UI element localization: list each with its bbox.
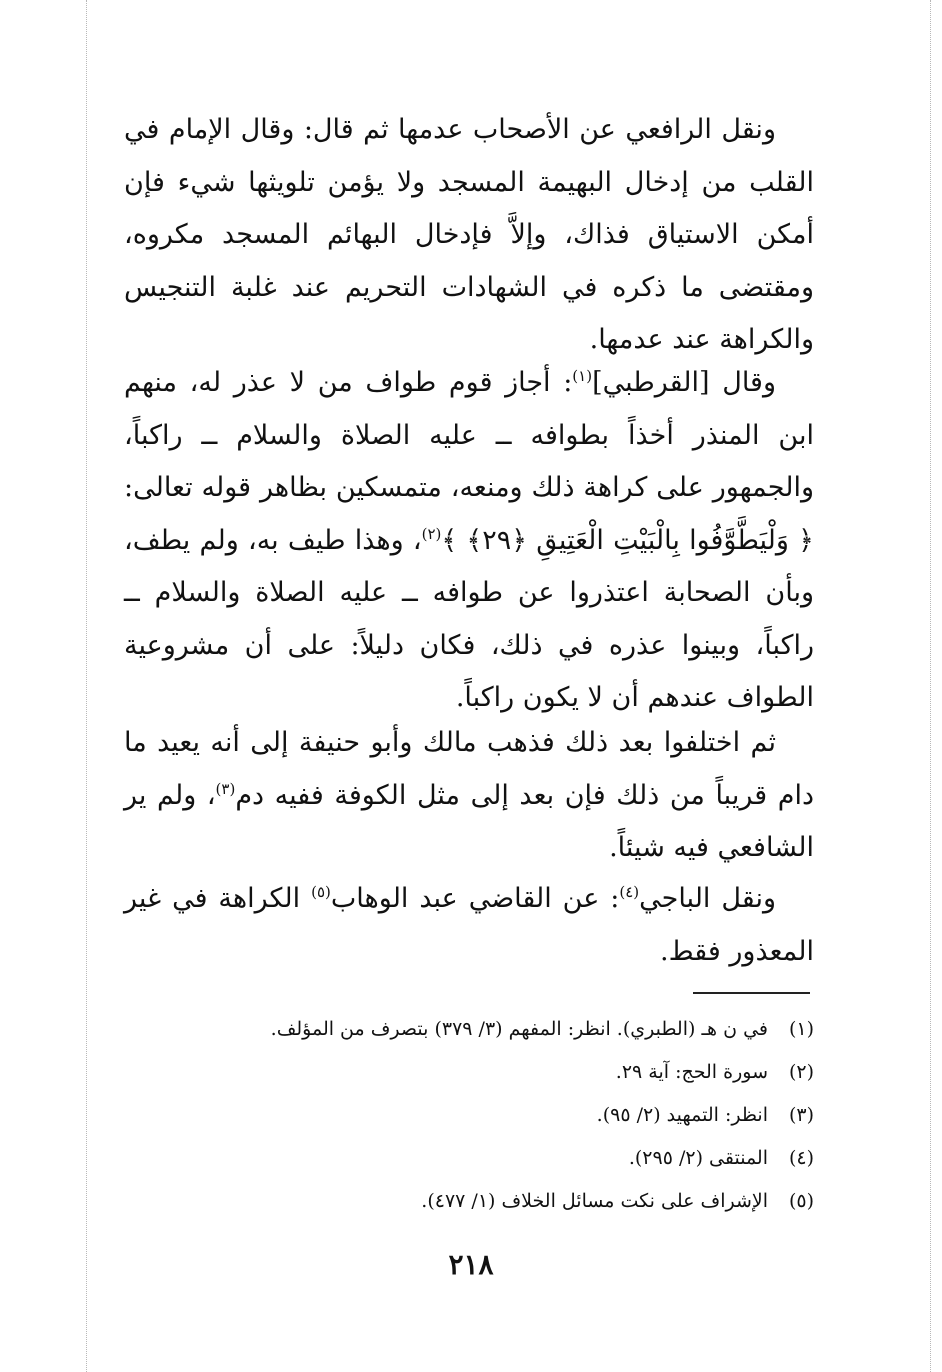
footnote-item — [160, 1008, 814, 1051]
footnote-number: (٢) — [788, 1061, 814, 1083]
paragraph-text: : عن القاضي عبد الوهاب — [330, 883, 620, 914]
footnote-item — [160, 1180, 814, 1223]
footnote-number: (٥) — [788, 1190, 814, 1212]
paragraph-text: ، ولم ير الشافعي فيه شيئاً. — [124, 779, 814, 863]
paragraph-rafii — [124, 104, 814, 367]
paragraph-qurtubi — [124, 357, 814, 725]
footnote-text: الإشراف على نكت مسائل الخلاف (١/ ٤٧٧). — [421, 1190, 768, 1212]
footnote-text: انظر: التمهيد (٢/ ٩٥). — [596, 1104, 768, 1126]
footnote-ref[interactable]: (٥) — [311, 883, 331, 901]
footnote-text: في ن هـ (الطبري). انظر: المفهم (٣/ ٣٧٩) بتصرف من المؤلف. — [270, 1018, 768, 1040]
scan-edge-left — [86, 0, 87, 1372]
footnote-text: المنتقى (٢/ ٢٩٥). — [628, 1147, 768, 1169]
paragraph-text: ونقل الرافعي عن الأصحاب عدمها ثم قال: وقال الإمام في القلب من إدخال البهيمة المسجد ولا يؤمن تلويثها شيء فإن أمكن الاستياق فذاك، وإلاَّ فإدخال البهائم المسجد مكروه، ومقتضى ما ذكره في الشهادات التحريم عند غلبة التنجيس والكراهة عند عدمها. — [124, 114, 814, 355]
footnote-item — [160, 1094, 814, 1137]
footnote-text: سورة الحج: آية ٢٩. — [615, 1061, 768, 1083]
scan-edge-right — [930, 0, 931, 1372]
footnotes-list — [160, 1008, 814, 1223]
footnote-item — [160, 1051, 814, 1094]
footnote-separator — [693, 992, 810, 994]
footnote-ref[interactable]: (٢) — [421, 524, 442, 543]
footnote-number: (٣) — [788, 1104, 814, 1126]
paragraph-text: ، وهذا طيف به، ولم يطف، وبأن الصحابة اعتذروا عن طوافه ــ عليه الصلاة والسلام ــ راكباً، وبينوا عذره في ذلك، فكان دليلاً: على أن مشروعية الطواف عندهم أن لا يكون راكباً. — [124, 524, 814, 713]
footnote-ref[interactable]: (٣) — [215, 779, 236, 798]
paragraph-text: ثم اختلفوا بعد ذلك فذهب مالك وأبو حنيفة إلى أنه يعيد ما دام قريباً من ذلك فإن بعد إلى مثل الكوفة ففيه دم — [124, 727, 814, 811]
page-number: ٢١٨ — [448, 1248, 494, 1281]
footnote-ref[interactable]: (١) — [572, 367, 593, 385]
footnote-number: (٤) — [788, 1147, 814, 1169]
paragraph-text: الكراهة في غير المعذور فقط. — [124, 883, 814, 967]
footnote-item — [160, 1137, 814, 1180]
paragraph-baji — [124, 873, 814, 978]
paragraph-text: وقال [القرطبي] — [592, 367, 776, 398]
paragraph-ikhtilaf — [124, 717, 814, 875]
paragraph-text: ونقل الباجي — [639, 883, 776, 914]
footnote-ref[interactable]: (٤) — [619, 883, 640, 901]
paragraph-text: : أجاز قوم طواف من لا عذر له، منهم ابن المنذر أخذاً بطوافه ــ عليه الصلاة والسلام ــ راكباً، والجمهور على كراهة ذلك ومنعه، متمسكين بظاهر قوله تعالى: ﴿ وَلْيَطَّوَّفُوا بِالْبَيْتِ الْعَتِيقِ ﴿٢٩﴾ ﴾ — [124, 367, 814, 556]
footnote-number: (١) — [788, 1018, 814, 1040]
